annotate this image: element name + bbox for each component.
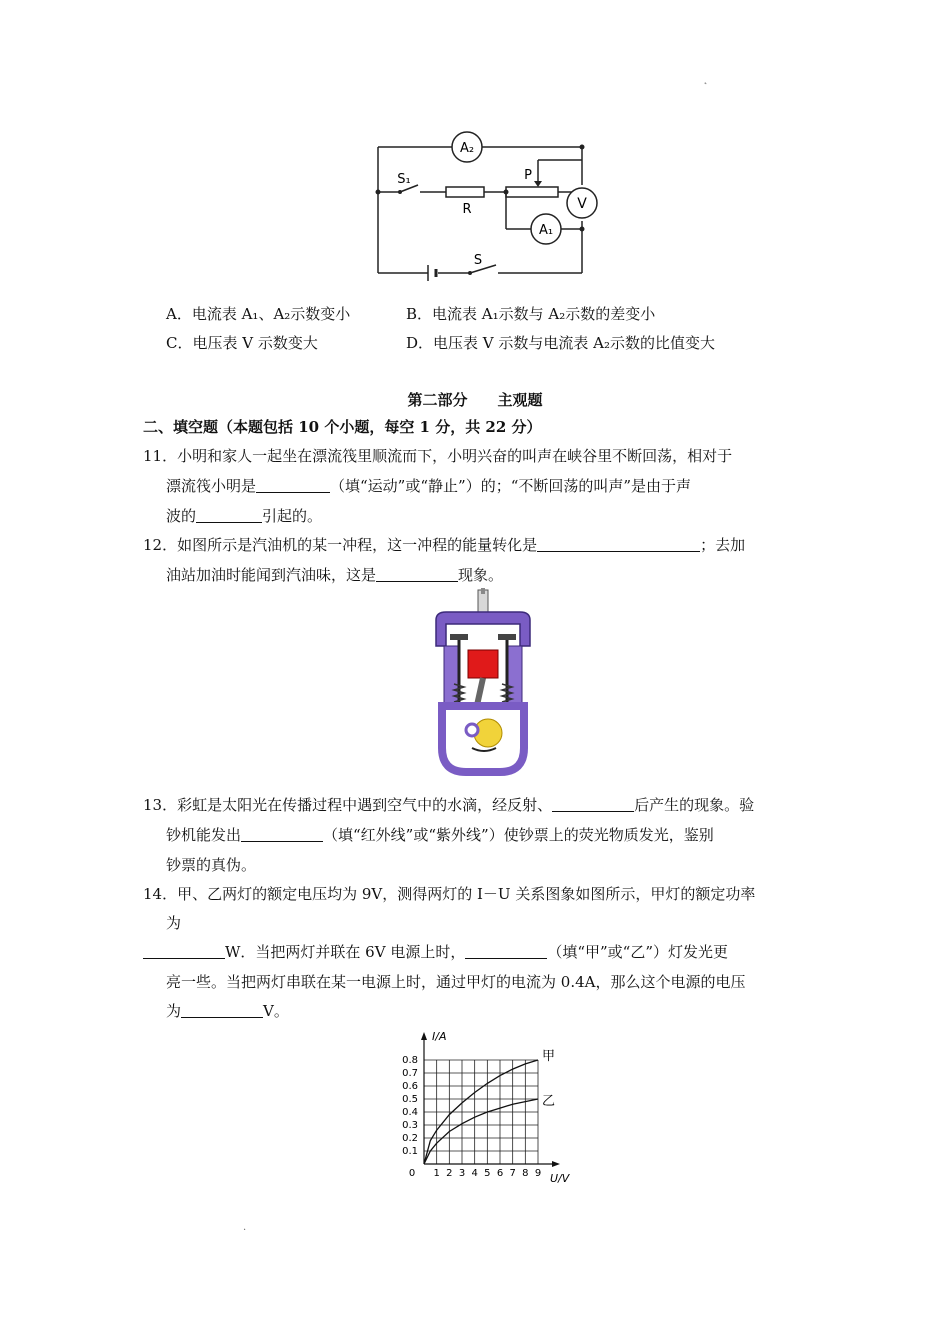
x-tick-label: 4 xyxy=(471,1168,478,1179)
q11-text-a: 漂流筏小明是 xyxy=(166,477,257,495)
q11-text-c: 波的 xyxy=(166,507,197,525)
x-tick-label: 8 xyxy=(522,1168,529,1179)
x-tick-label: 2 xyxy=(446,1168,453,1179)
engine-diagram xyxy=(432,588,534,776)
x-tick-label: 3 xyxy=(458,1168,466,1179)
q13-blank-2[interactable] xyxy=(241,827,323,842)
q12-text-a: 12．如图所示是汽油机的某一冲程，这一冲程的能量转化是 xyxy=(143,536,538,554)
q11-blank-1[interactable] xyxy=(256,478,330,493)
x-tick-label: 0 xyxy=(408,1168,416,1179)
circuit-diagram xyxy=(370,125,610,285)
q14-line4: 亮一些。当把两灯串联在某一电源上时，通过甲灯的电流为 0.4A，那么这个电源的电压 xyxy=(166,973,746,991)
y-tick-label: 0.7 xyxy=(402,1068,418,1079)
q12-line2 xyxy=(166,565,503,585)
y-tick-label: 0.8 xyxy=(402,1055,418,1066)
q12-line1 xyxy=(143,535,745,555)
q14-line3 xyxy=(143,942,728,962)
q13-line2 xyxy=(166,825,714,845)
x-axis-label: U/V xyxy=(550,1172,570,1184)
ammeter-a1-label: A₁ xyxy=(538,223,554,238)
q12-text-d: 现象。 xyxy=(458,566,504,584)
q14-text-c: 为 xyxy=(166,1002,182,1020)
q11-line2 xyxy=(166,476,691,496)
option-d: D．电压表 V 示数与电流表 A₂示数的比值变大 xyxy=(406,334,716,352)
x-tick-label: 5 xyxy=(484,1168,491,1179)
q12-blank-2[interactable] xyxy=(376,567,458,582)
option-a: A．电流表 A₁、A₂示数变小 xyxy=(166,305,351,323)
switch-s1-label: S₁ xyxy=(397,172,411,187)
y-axis-arrow xyxy=(421,1032,427,1040)
x-tick-label: 9 xyxy=(534,1168,542,1179)
q14-text-b: （填“甲”或“乙”）灯发光更 xyxy=(547,943,729,961)
q11-line3 xyxy=(166,506,322,526)
q12-blank-1[interactable] xyxy=(537,537,700,552)
q12-text-c: 油站加油时能闻到汽油味，这是 xyxy=(166,566,377,584)
q14-blank-1[interactable] xyxy=(143,944,225,959)
q11-text-d: 引起的。 xyxy=(262,507,323,525)
q11-blank-2[interactable] xyxy=(196,508,262,523)
option-b: B．电流表 A₁示数与 A₂示数的差变小 xyxy=(406,305,656,323)
y-tick-label: 0.5 xyxy=(402,1094,418,1105)
q13-text-c: 钞机能发出 xyxy=(166,826,242,844)
x-tick-label: 6 xyxy=(496,1168,504,1179)
q14-line5 xyxy=(166,1001,289,1021)
series-label: 乙 xyxy=(542,1094,556,1109)
q14-line1: 14．甲、乙两灯的额定电压均为 9V，测得两灯的 I－U 关系图象如图所示，甲灯的额定功率 xyxy=(143,885,756,903)
y-tick-label: 0.6 xyxy=(402,1081,418,1092)
series-line-yi xyxy=(424,1099,538,1164)
q13-line3: 钞票的真伪。 xyxy=(166,856,257,874)
q13-blank-1[interactable] xyxy=(552,797,634,812)
q11-text-b: （填“运动”或“静止”）的；“不断回荡的叫声”是由于声 xyxy=(330,477,692,495)
y-tick-label: 0.3 xyxy=(402,1120,418,1131)
slider-p-label: P xyxy=(524,168,532,183)
q13-text-b: 后产生的现象。验 xyxy=(634,796,755,814)
q14-text-a: W．当把两灯并联在 6V 电源上时， xyxy=(225,943,466,961)
resistor-r-label: R xyxy=(462,202,472,217)
option-c: C．电压表 V 示数变大 xyxy=(166,334,318,352)
q14-blank-3[interactable] xyxy=(181,1003,263,1018)
q13-text-a: 13．彩虹是太阳光在传播过程中遇到空气中的水滴，经反射、 xyxy=(143,796,553,814)
q12-text-b: ；去加 xyxy=(700,536,746,554)
q13-text-d: （填“红外线”或“紫外线”）使钞票上的荧光物质发光，鉴别 xyxy=(323,826,714,844)
part-title: 第二部分 主观题 xyxy=(407,391,543,409)
footer-mark: . xyxy=(243,1222,247,1233)
y-tick-label: 0.2 xyxy=(402,1133,418,1144)
q14-text-d: V。 xyxy=(263,1002,289,1020)
y-tick-label: 0.1 xyxy=(402,1146,418,1157)
ammeter-a2-label: A₂ xyxy=(459,141,475,156)
series-label: 甲 xyxy=(542,1049,556,1064)
q11-line1: 11．小明和家人一起坐在漂流筏里顺流而下，小明兴奋的叫声在峡谷里不断回荡，相对于 xyxy=(143,447,733,465)
iu-chart xyxy=(360,1028,590,1184)
y-tick-label: 0.4 xyxy=(402,1107,418,1118)
switch-s-label: S xyxy=(473,253,483,268)
q13-line1 xyxy=(143,795,754,815)
q14-blank-2[interactable] xyxy=(465,944,547,959)
x-tick-label: 7 xyxy=(509,1168,516,1179)
voltmeter-label: V xyxy=(577,196,587,212)
q14-line2: 为 xyxy=(166,914,182,932)
section-heading: 二、填空题（本题包括 10 个小题，每空 1 分，共 22 分） xyxy=(143,418,542,436)
x-axis-arrow xyxy=(552,1161,560,1167)
corner-mark: ˛ xyxy=(703,74,708,85)
y-axis-label: I/A xyxy=(432,1030,447,1043)
x-tick-label: 1 xyxy=(433,1168,440,1179)
